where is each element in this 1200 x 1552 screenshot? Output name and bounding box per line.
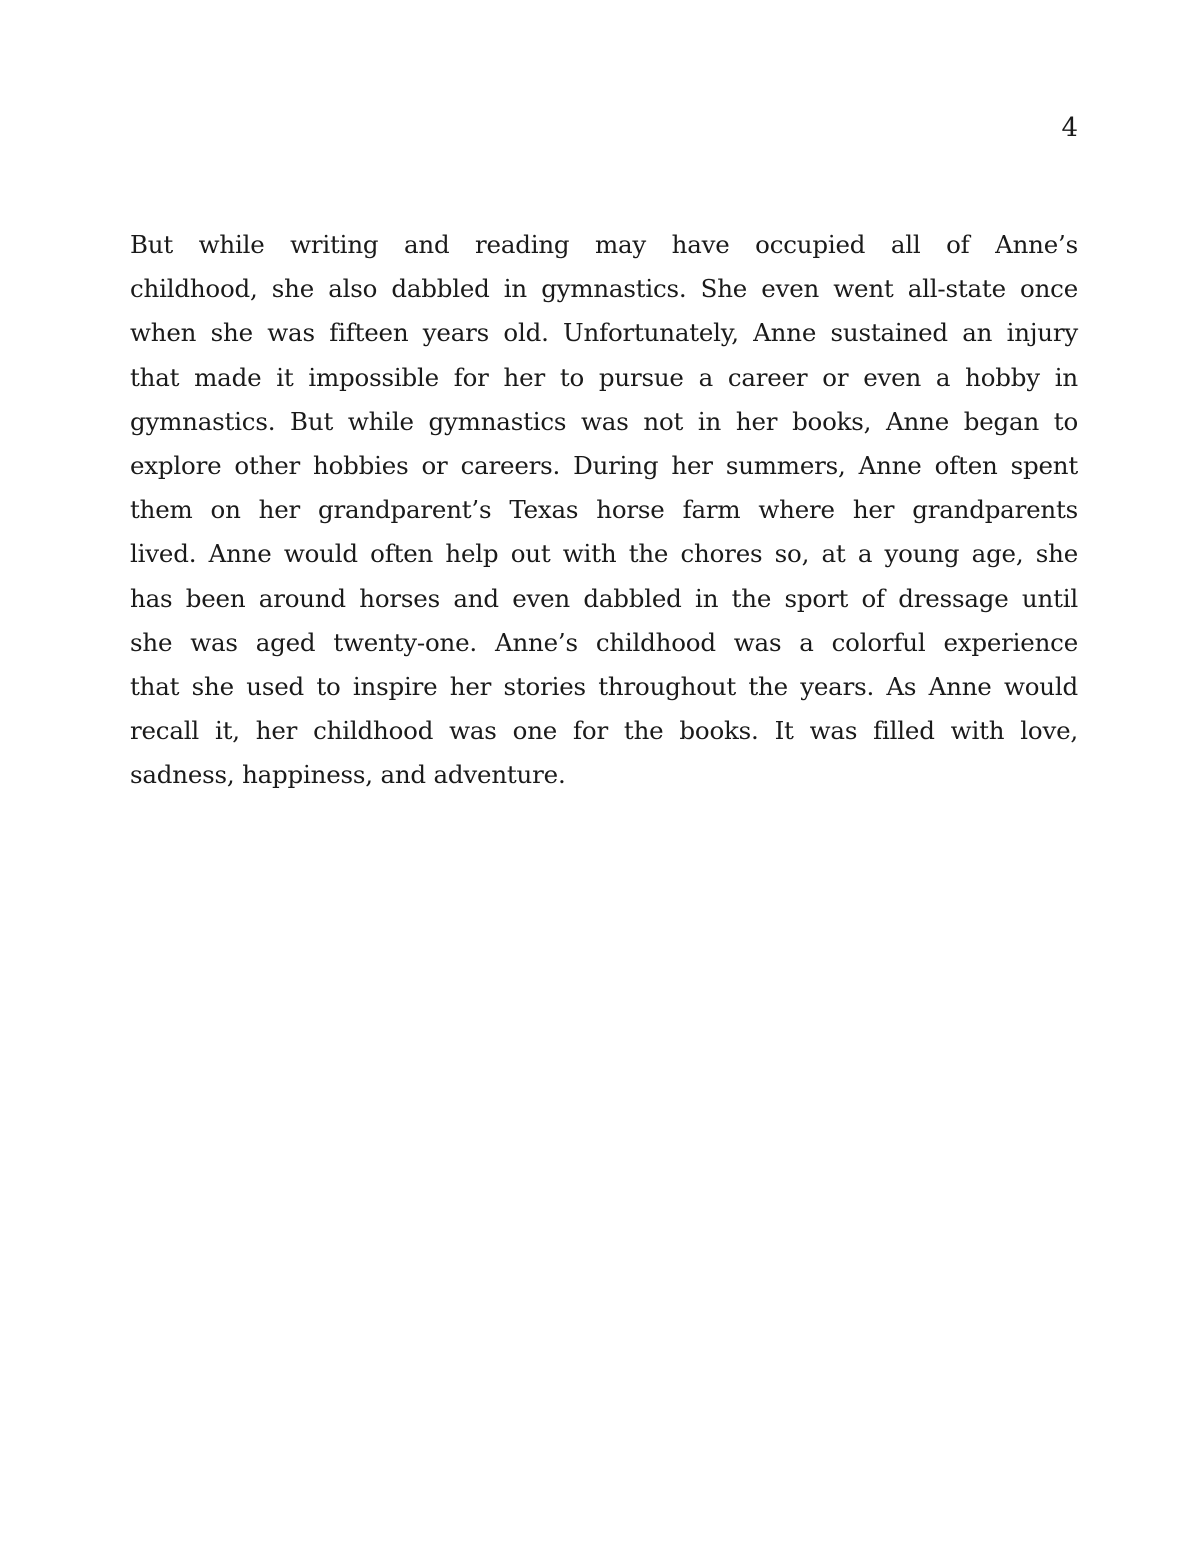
paragraph-line: she was aged twenty-one. Anne’s childhood was a colorful experience bbox=[130, 627, 1078, 657]
paragraph-line: explore other hobbies or careers. During her summers, Anne often spent bbox=[130, 450, 1078, 480]
paragraph-line: has been around horses and even dabbled in the sport of dressage until bbox=[130, 583, 1078, 613]
paragraph-line: gymnastics. But while gymnastics was not in her books, Anne began to bbox=[130, 406, 1078, 436]
paragraph-line: that made it impossible for her to pursue a career or even a hobby in bbox=[130, 362, 1078, 392]
paragraph-line: that she used to inspire her stories throughout the years. As Anne would bbox=[130, 671, 1078, 701]
paragraph-line: sadness, happiness, and adventure. bbox=[130, 760, 566, 790]
paragraph-line: when she was fifteen years old. Unfortunately, Anne sustained an injury bbox=[130, 318, 1078, 348]
page-number: 4 bbox=[1061, 113, 1078, 143]
paragraph-line: recall it, her childhood was one for the books. It was filled with love, bbox=[130, 716, 1078, 746]
paragraph-line: But while writing and reading may have occupied all of Anne’s bbox=[130, 230, 1078, 259]
paragraph-line: childhood, she also dabbled in gymnastics. She even went all-state once bbox=[130, 274, 1078, 304]
paragraph-line: them on her grandparent’s Texas horse farm where her grandparents bbox=[130, 495, 1078, 525]
paragraph-line: lived. Anne would often help out with the chores so, at a young age, she bbox=[130, 539, 1078, 569]
body-paragraph bbox=[130, 223, 1078, 797]
